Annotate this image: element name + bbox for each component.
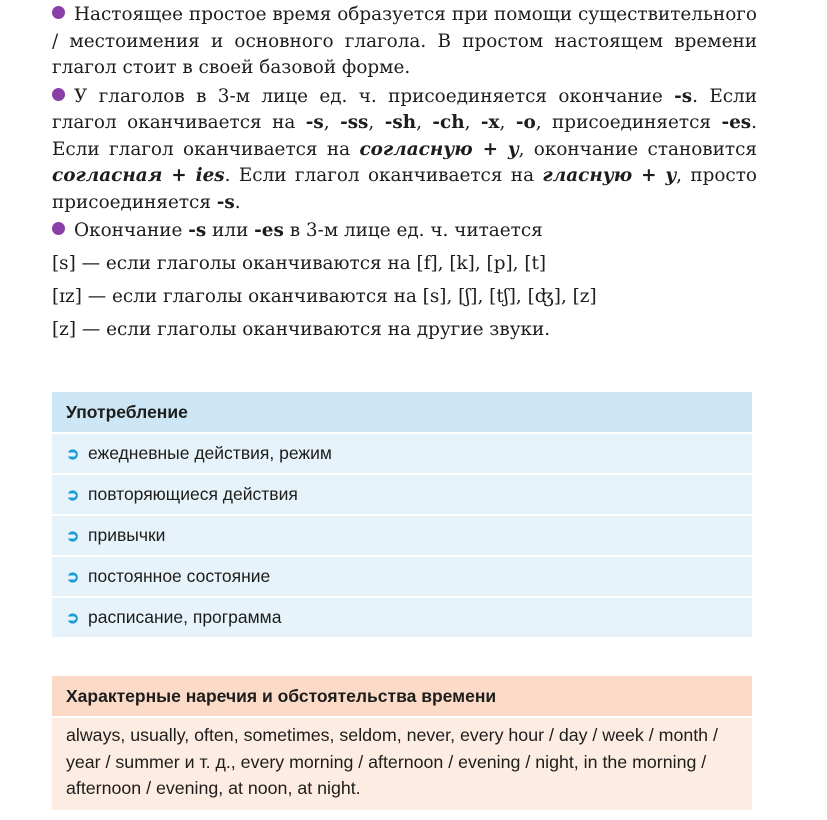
ending: -sh: [384, 112, 417, 133]
adverbs-table: [52, 676, 752, 810]
vowel-y: гласную + y: [542, 165, 677, 186]
separator: ,: [499, 112, 516, 133]
rule-1-text: Настоящее простое время образуется при помощи существительного / местоимения и основного глагола. В простом настоящем времени глагол стоит в своей базовой форме.: [52, 4, 757, 78]
usage-item-label: расписание, программа: [88, 607, 282, 627]
usage-item: [52, 555, 752, 596]
ending: -x: [480, 112, 500, 133]
rule-paragraph-1: [52, 2, 757, 82]
adverbs-list: always, usually, often, sometimes, seldom, never, every hour / day / week / month / year / summer и т. д., every morning / afternoon / evening / night, in the morning / afternoon / evening, at noon, at night.: [52, 718, 752, 810]
pronunciation-s: [s] — если глаголы оканчиваются на [f], [k], [p], [t]: [52, 252, 547, 274]
rule-2-text: . Если глагол оканчивается на: [224, 165, 543, 186]
usage-item: [52, 432, 752, 473]
bullet-icon: [52, 6, 65, 19]
ending-s: -s: [216, 191, 235, 213]
ending-s: -s: [188, 220, 207, 241]
arrow-icon: ➲: [66, 610, 80, 627]
ending-s: -s: [674, 85, 693, 107]
pronunciation-iz: [ɪz] — если глаголы оканчиваются на [s], [ʃ], [tʃ], [ʤ], [z]: [52, 285, 597, 307]
separator: ,: [323, 112, 341, 133]
usage-item: [52, 514, 752, 555]
rule-2-text: У глаголов в 3-м лице ед. ч. присоединяется окончание: [74, 85, 675, 107]
rule-2-text: .: [234, 191, 241, 213]
usage-table: [52, 392, 752, 637]
adverbs-title: Характерные наречия и обстоятельства времени: [52, 676, 752, 716]
separator: ,: [464, 112, 481, 133]
usage-item-label: ежедневные действия, режим: [88, 443, 332, 463]
usage-item-label: привычки: [88, 525, 166, 545]
usage-item-label: повторяющиеся действия: [88, 484, 298, 504]
rule-2-text: , окончание становится: [518, 138, 757, 160]
rule-3-text: в 3-м лице ед. ч. читается: [283, 220, 543, 241]
consonant-y: согласную + y: [359, 138, 519, 160]
bullet-icon: [52, 222, 65, 235]
arrow-icon: ➲: [66, 528, 80, 545]
rule-paragraph-3: [52, 218, 757, 245]
rule-2-text: , присоединяется: [535, 112, 722, 133]
rule-2-text: . Если глагол оканчивается на: [52, 85, 757, 133]
consonant-ies: согласная + ies: [52, 165, 225, 186]
ending-es: -es: [254, 220, 284, 241]
bullet-icon: [52, 88, 65, 101]
separator: ,: [368, 112, 385, 133]
rule-2-text: , просто присоединяется: [52, 165, 757, 213]
usage-item: [52, 473, 752, 514]
arrow-icon: ➲: [66, 569, 80, 586]
rule-paragraph-2: [52, 84, 757, 217]
usage-item-label: постоянное состояние: [88, 566, 271, 586]
ending: -o: [515, 112, 536, 133]
ending: -ss: [340, 112, 369, 133]
rule-3-text: Окончание: [74, 220, 189, 241]
usage-item: [52, 596, 752, 637]
usage-title: Употребление: [52, 392, 752, 432]
separator: ,: [416, 112, 433, 133]
grammar-rules: [52, 2, 757, 346]
arrow-icon: ➲: [66, 446, 80, 463]
rule-3-text: или: [206, 220, 255, 241]
ending: -ch: [432, 112, 465, 133]
ending: -s: [305, 112, 324, 133]
arrow-icon: ➲: [66, 487, 80, 504]
ending-es: -es: [721, 112, 752, 133]
pronunciation-z: [z] — если глаголы оканчиваются на другие звуки.: [52, 318, 551, 340]
rule-2-text: . Если глагол оканчивается на: [52, 112, 757, 160]
